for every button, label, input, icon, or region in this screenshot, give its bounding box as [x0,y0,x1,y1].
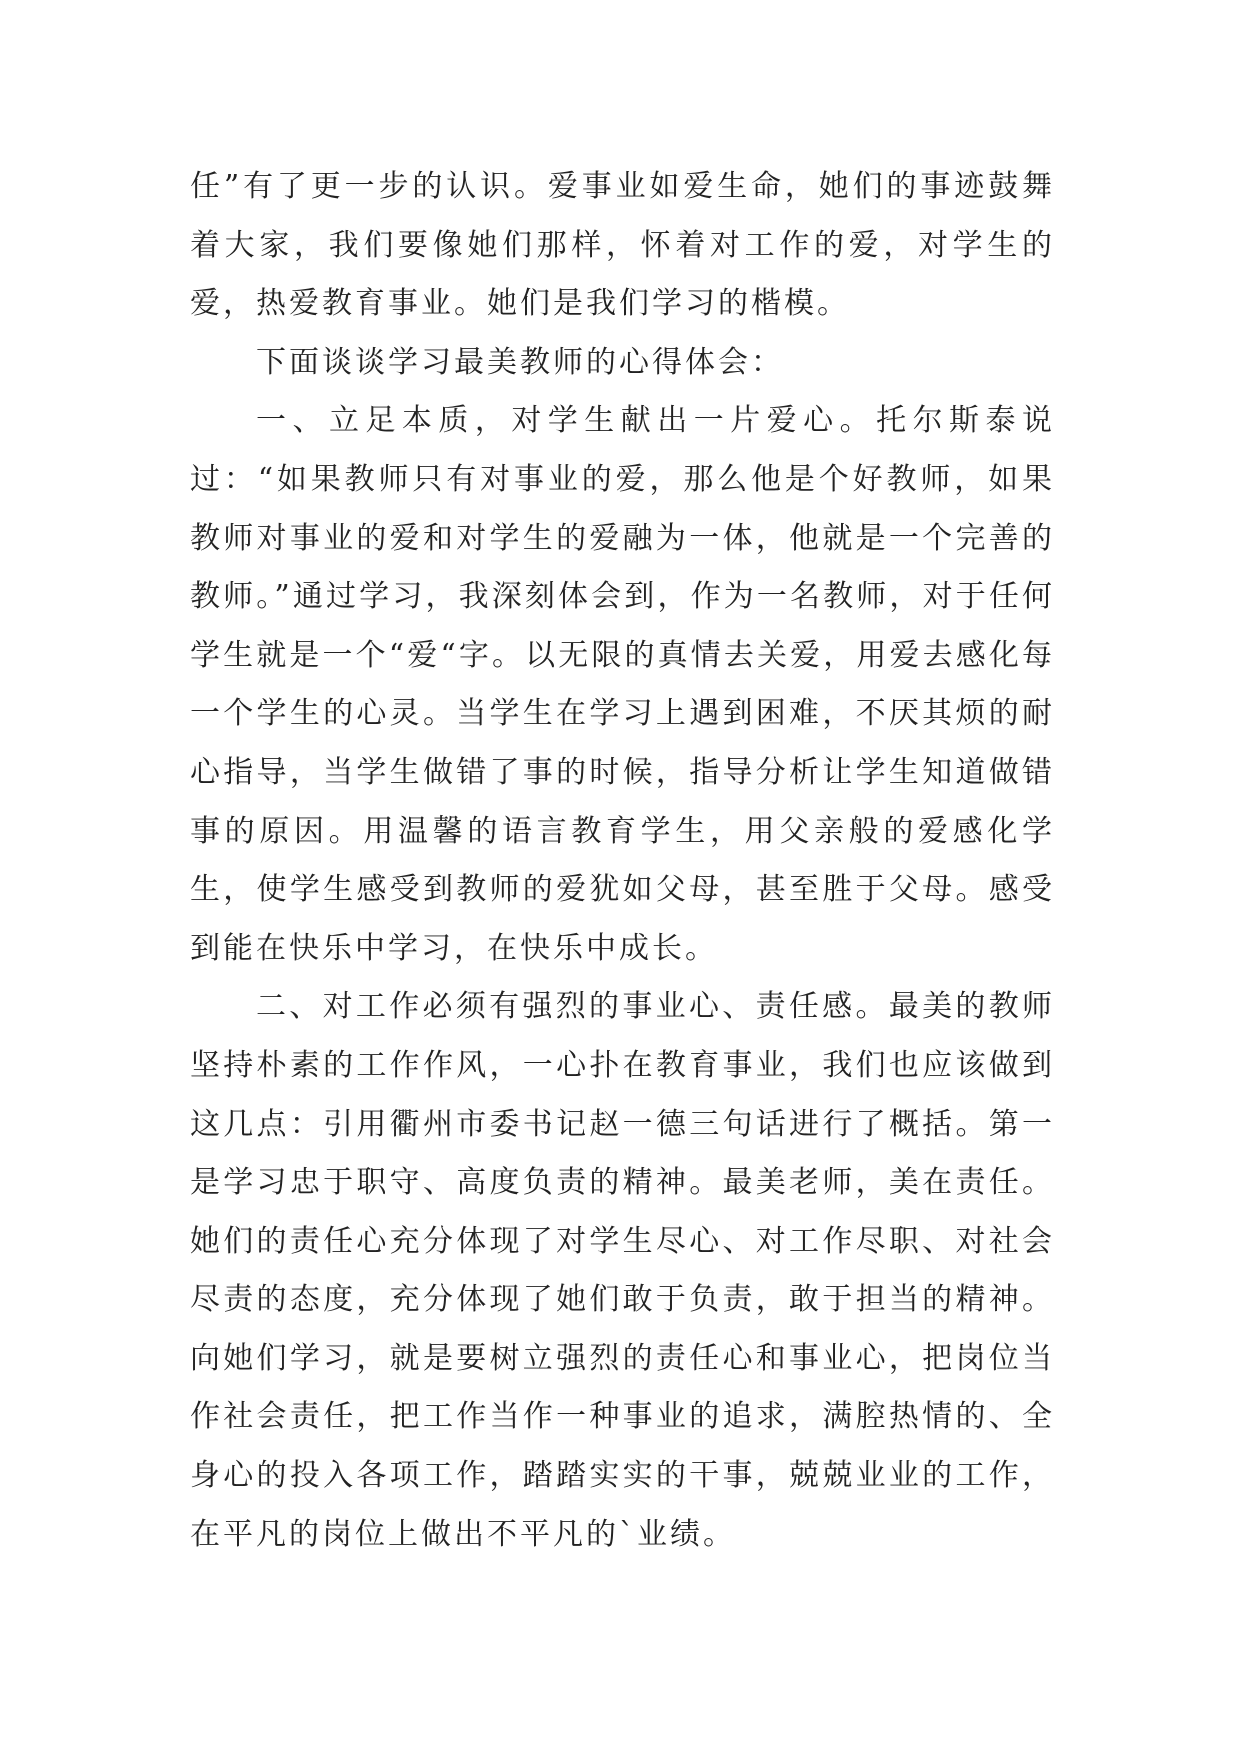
paragraph-point-one: 一、立足本质，对学生献出一片爱心。托尔斯泰说过：“如果教师只有对事业的爱，那么他是个好教师，如果教师对事业的爱和对学生的爱融为一体，他就是一个完善的教师。”通过学习，我深刻体会到，作为一名教师，对于任何学生就是一个“爱“字。以无限的真情去关爱，用爱去感化每一个学生的心灵。当学生在学习上遇到困难，不厌其烦的耐心指导，当学生做错了事的时候，指导分析让学生知道做错事的原因。用温馨的语言教育学生，用父亲般的爱感化学生，使学生感受到教师的爱犹如父母，甚至胜于父母。感受到能在快乐中学习，在快乐中成长。 [190,403,1055,966]
document-body [190,158,1055,1564]
paragraph-intro: 下面谈谈学习最美教师的心得体会： [256,344,784,380]
paragraph-continuation: 任”有了更一步的认识。爱事业如爱生命，她们的事迹鼓舞着大家，我们要像她们那样，怀着对工作的爱，对学生的爱，热爱教育事业。她们是我们学习的楷模。 [190,169,1055,322]
paragraph-point-two: 二、对工作必须有强烈的事业心、责任感。最美的教师坚持朴素的工作作风，一心扑在教育事业，我们也应该做到这几点：引用衢州市委书记赵一德三句话进行了概括。第一是学习忠于职守、高度负责的精神。最美老师，美在责任。她们的责任心充分体现了对学生尽心、对工作尽职、对社会尽责的态度，充分体现了她们敢于负责，敢于担当的精神。向她们学习，就是要树立强烈的责任心和事业心，把岗位当作社会责任，把工作当作一种事业的追求，满腔热情的、全身心的投入各项工作，踏踏实实的干事，兢兢业业的工作，在平凡的岗位上做出不平凡的`业绩。 [190,989,1055,1552]
